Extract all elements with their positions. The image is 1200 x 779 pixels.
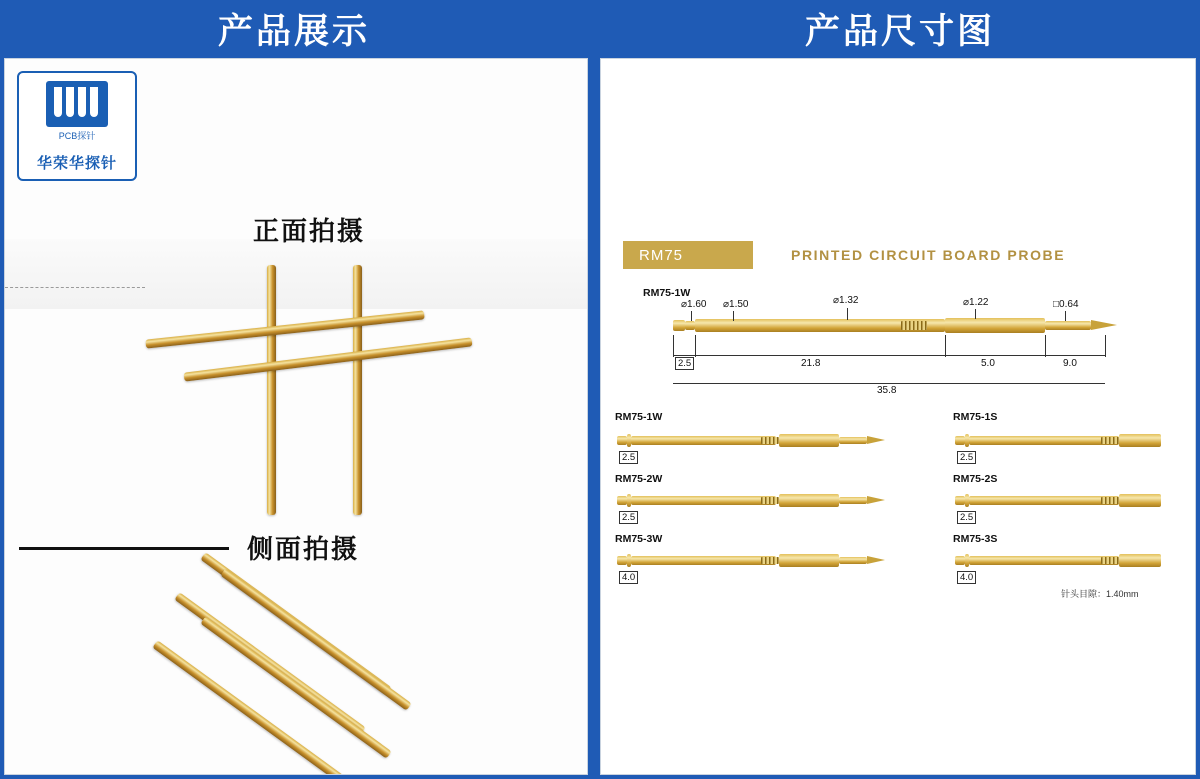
- drawing-footnote: 针头目隙：1.40mm: [1061, 589, 1139, 599]
- main-probe-knurl-1: [901, 321, 927, 330]
- header-left-title: 产品展示: [217, 12, 370, 51]
- series-badge: RM75: [623, 241, 753, 269]
- segment-dim-1: 2.5: [675, 357, 694, 370]
- header-right-title: 产品尺寸图: [804, 12, 995, 51]
- diameter-callout-3: ⌀1.32: [833, 295, 859, 306]
- variant-right-knurl-3: [1101, 557, 1119, 564]
- variant-right-label-2: RM75-2S: [953, 473, 998, 485]
- variant-right-barrel-2: [969, 496, 1119, 505]
- dim-ext-4: [1045, 335, 1046, 357]
- main-probe-collar: [685, 321, 695, 330]
- photo-edge-line: [5, 287, 145, 288]
- variant-left-barrel-2: [631, 496, 776, 505]
- variant-left-shank-3: [839, 557, 867, 564]
- variant-right-knurl-2: [1101, 497, 1119, 504]
- variant-right-head-1: [955, 436, 965, 445]
- variant-left-barrel-1: [631, 436, 776, 445]
- variant-left-head-3: [617, 556, 627, 565]
- product-photo: [5, 59, 587, 774]
- caption-side: 侧面拍摄: [247, 534, 360, 564]
- logo-brand-text: 华荣华探针: [36, 155, 117, 172]
- variant-left-head-2: [617, 496, 627, 505]
- diameter-callout-1: ⌀1.60: [681, 299, 707, 310]
- drawing-title: PRINTED CIRCUIT BOARD PROBE: [791, 247, 1066, 263]
- variant-right-barrel-3: [969, 556, 1119, 565]
- logo-subtext: PCB探针: [58, 131, 96, 141]
- variant-right-sleeve-2: [1119, 494, 1161, 507]
- logo-mark-icon: [46, 81, 108, 127]
- variant-right-sleeve-1: [1119, 434, 1161, 447]
- leader-line-1: [691, 311, 692, 321]
- variant-right-head-2: [955, 496, 965, 505]
- main-probe-shank: [1045, 321, 1091, 330]
- dimension-drawing-panel: [600, 58, 1196, 775]
- variant-right-label-3: RM75-3S: [953, 533, 998, 545]
- probe-photo-diagonal-5: [152, 640, 343, 775]
- dim-ext-3: [945, 335, 946, 357]
- product-photo-panel: [4, 58, 588, 775]
- dimension-drawing: [601, 59, 1195, 774]
- main-probe-head: [673, 320, 685, 331]
- variant-right-sleeve-3: [1119, 554, 1161, 567]
- variant-right-dim-1: 2.5: [957, 451, 976, 464]
- variant-left-shank-1: [839, 437, 867, 444]
- caption-front: 正面拍摄: [253, 216, 366, 246]
- variant-right-dim-3: 4.0: [957, 571, 976, 584]
- leader-line-5: [1065, 311, 1066, 321]
- variant-left-barrel-3: [631, 556, 776, 565]
- total-dim-line: [673, 383, 1105, 384]
- header-right: [600, 0, 1200, 58]
- leader-line-4: [975, 309, 976, 319]
- dim-ext-1: [673, 335, 674, 357]
- main-probe-label: RM75-1W: [643, 287, 691, 299]
- segment-dim-2: 21.8: [801, 358, 821, 369]
- variant-left-knurl-2: [761, 497, 779, 504]
- probe-photo-diagonal-4: [200, 616, 391, 758]
- variant-left-label-3: RM75-3W: [615, 533, 663, 545]
- variant-left-tip-1: [867, 436, 885, 444]
- brand-logo: [17, 71, 137, 181]
- dim-ext-2: [695, 335, 696, 357]
- variant-left-head-1: [617, 436, 627, 445]
- probe-photo-diagonal-2: [220, 568, 411, 710]
- header-left: [0, 0, 588, 58]
- probe-photo-vertical-1: [267, 265, 276, 515]
- variant-right-label-1: RM75-1S: [953, 411, 998, 423]
- variant-left-knurl-3: [761, 557, 779, 564]
- main-probe-sleeve: [945, 318, 1045, 333]
- diameter-callout-2: ⌀1.50: [723, 299, 749, 310]
- leader-line-2: [733, 311, 734, 321]
- variant-left-label-1: RM75-1W: [615, 411, 663, 423]
- variant-left-shank-2: [839, 497, 867, 504]
- variant-left-knurl-1: [761, 437, 779, 444]
- leader-line-3: [847, 308, 848, 320]
- segment-dim-4: 9.0: [1063, 358, 1077, 369]
- variant-left-sleeve-3: [779, 554, 839, 567]
- probe-photo-vertical-2: [353, 265, 362, 515]
- main-probe-tip: [1091, 320, 1117, 330]
- variant-left-dim-3: 4.0: [619, 571, 638, 584]
- variant-left-tip-3: [867, 556, 885, 564]
- segment-dim-3: 5.0: [981, 358, 995, 369]
- diameter-callout-4: ⌀1.22: [963, 297, 989, 308]
- total-dim-value: 35.8: [877, 385, 897, 396]
- photo-background-band: [5, 239, 587, 309]
- variant-right-knurl-1: [1101, 437, 1119, 444]
- variant-left-label-2: RM75-2W: [615, 473, 663, 485]
- caption-side-rule: [19, 547, 229, 550]
- variant-left-sleeve-1: [779, 434, 839, 447]
- variant-left-sleeve-2: [779, 494, 839, 507]
- variant-right-dim-2: 2.5: [957, 511, 976, 524]
- variant-left-tip-2: [867, 496, 885, 504]
- dim-chain-line: [673, 355, 1105, 356]
- variant-left-dim-2: 2.5: [619, 511, 638, 524]
- variant-left-dim-1: 2.5: [619, 451, 638, 464]
- diameter-callout-5: □0.64: [1053, 299, 1079, 310]
- dim-ext-5: [1105, 335, 1106, 357]
- probe-photo-horizontal-2: [184, 337, 473, 381]
- variant-right-barrel-1: [969, 436, 1119, 445]
- variant-right-head-3: [955, 556, 965, 565]
- probe-photo-horizontal-1: [145, 310, 424, 348]
